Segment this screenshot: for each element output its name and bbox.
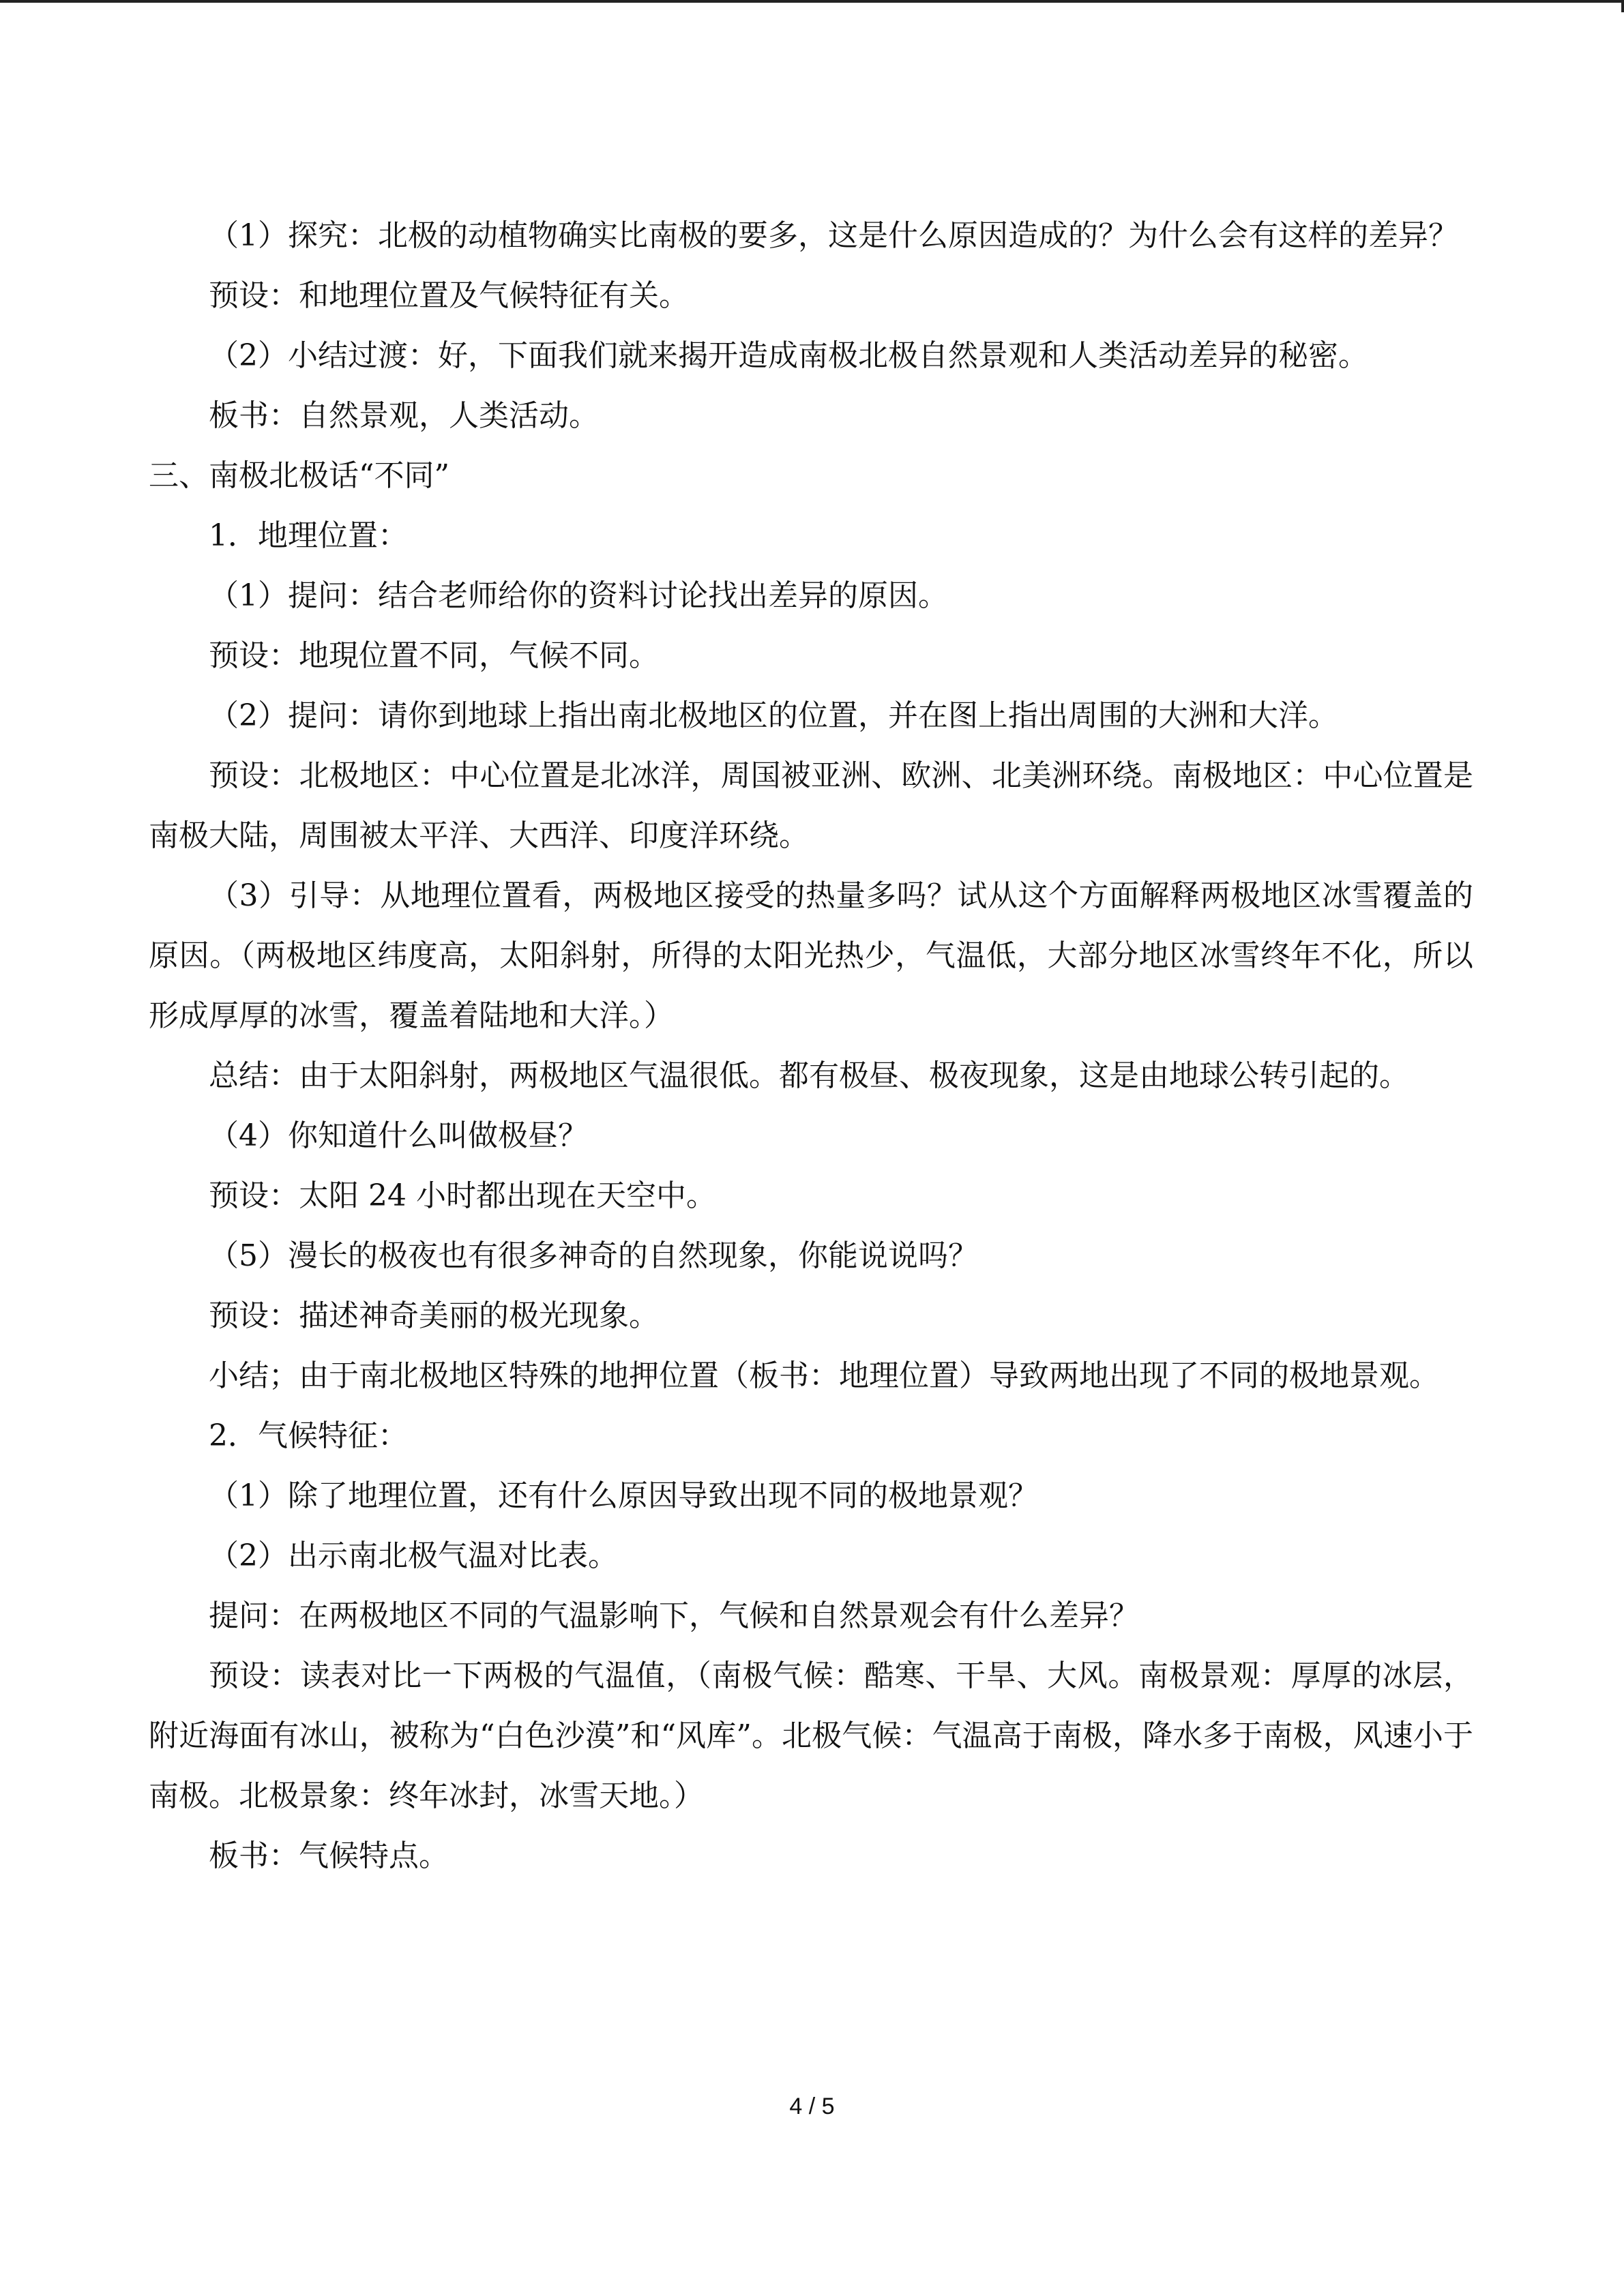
paragraph: 板书：自然景观，人类活动。: [209, 398, 599, 433]
paragraph: （1）探究：北极的动植物确实比南极的要多，这是什么原因造成的？为什么会有这样的差异？: [209, 218, 1458, 253]
paragraph: 小结；由于南北极地区特殊的地押位置（板书：地理位置）导致两地出现了不同的极地景观。: [209, 1358, 1439, 1393]
paragraph: 总结：由于太阳斜射，两极地区气温很低。都有极昼、极夜现象，这是由地球公转引起的。: [209, 1058, 1409, 1093]
paragraph: 板书：气候特点。: [209, 1838, 449, 1873]
paragraph: （2）小结过渡：好，下面我们就来揭开造成南极北极自然景观和人类活动差异的秘密。: [209, 338, 1368, 373]
paragraph: 1．地理位置：: [209, 518, 408, 553]
page-corner-mark: [1621, 0, 1624, 12]
paragraph: 提问：在两极地区不同的气温影响下，气候和自然景观会有什么差异？: [209, 1598, 1139, 1633]
paragraph: 预设：太阳 24 小时都出现在天空中。: [209, 1178, 716, 1213]
paragraph: （2）提问：请你到地球上指出南北极地区的位置，并在图上指出周围的大洲和大洋。: [209, 698, 1338, 733]
paragraph: 预设：描述神奇美丽的极光现象。: [209, 1298, 659, 1333]
paragraph: 预设：地現位置不同，气候不同。: [209, 638, 659, 673]
paragraph: （4）你知道什么叫做极昼？: [209, 1118, 588, 1153]
paragraph: 2．气候特征：: [209, 1418, 408, 1453]
paragraph: 预设：北极地区：中心位置是北冰洋，周国被亚洲、欧洲、北美洲环绕。南极地区：中心位置是南极大陆，周围被太平洋、大西洋、印度洋环绕。: [149, 758, 1473, 853]
paragraph: 预设：和地理位置及气候特征有关。: [209, 278, 689, 313]
paragraph: 预设：读表对比一下两极的气温值，（南极气候：酷寒、干旱、大风。南极景观：厚厚的冰层，附近海面有冰山，被称为“白色沙漠”和“风库”。北极气候：气温高于南极，降水多于南极，风速小于南极。北极景象：终年冰封，冰雪天地。）: [149, 1658, 1473, 1813]
page-number: 4 / 5: [789, 2093, 835, 2119]
paragraph: （2）出示南北极气温对比表。: [209, 1538, 618, 1573]
paragraph: （3）引导：从地理位置看，两极地区接受的热量多吗？试从这个方面解释两极地区冰雪覆盖的原因。（两极地区纬度高，太阳斜射，所得的太阳光热少，气温低，大部分地区冰雪终年不化，所以形成厚厚的冰雪，覆盖着陆地和大洋。）: [149, 878, 1473, 1033]
paragraph: 三、南极北极话“不同”: [149, 458, 449, 493]
page-top-border: [0, 0, 1624, 3]
paragraph: （5）漫长的极夜也有很多神奇的自然现象，你能说说吗？: [209, 1238, 978, 1273]
document-body: [149, 206, 1473, 1886]
paragraph: （1）除了地理位置，还有什么原因导致出现不同的极地景观？: [209, 1478, 1038, 1513]
paragraph: （1）提问：结合老师给你的资料讨论找出差异的原因。: [209, 578, 948, 613]
